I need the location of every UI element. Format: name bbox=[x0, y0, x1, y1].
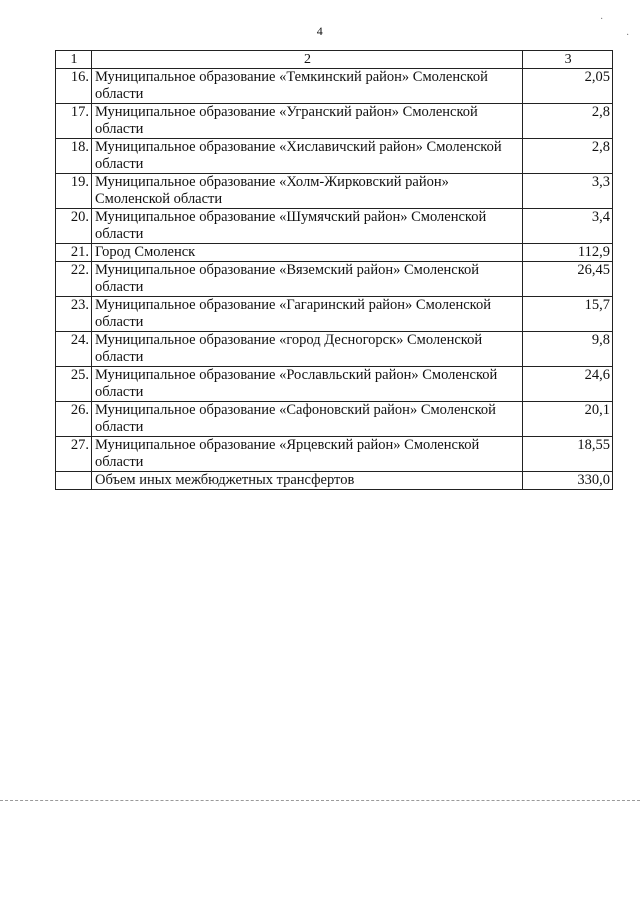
row-number: 19. bbox=[56, 174, 92, 209]
row-number: 21. bbox=[56, 244, 92, 262]
row-number: 22. bbox=[56, 262, 92, 297]
row-value: 20,1 bbox=[523, 402, 613, 437]
row-name: Муниципальное образование «Гагаринский район» Смоленской области bbox=[91, 297, 522, 332]
row-name: Муниципальное образование «Угранский район» Смоленской области bbox=[91, 104, 522, 139]
row-number: 26. bbox=[56, 402, 92, 437]
table-row bbox=[56, 244, 613, 262]
row-value: 2,8 bbox=[523, 104, 613, 139]
page-number: 4 bbox=[316, 24, 324, 38]
table-row bbox=[56, 262, 613, 297]
row-value: 15,7 bbox=[523, 297, 613, 332]
total-label: Объем иных межбюджетных трансфертов bbox=[91, 472, 522, 490]
row-value: 26,45 bbox=[523, 262, 613, 297]
table-row bbox=[56, 139, 613, 174]
row-number: 18. bbox=[56, 139, 92, 174]
row-number: 16. bbox=[56, 69, 92, 104]
row-value: 18,55 bbox=[523, 437, 613, 472]
total-value: 330,0 bbox=[523, 472, 613, 490]
row-name: Муниципальное образование «Хиславичский район» Смоленской области bbox=[91, 139, 522, 174]
row-name: Муниципальное образование «Вяземский район» Смоленской области bbox=[91, 262, 522, 297]
row-name: Муниципальное образование «Ярцевский район» Смоленской области bbox=[91, 437, 522, 472]
row-name: Муниципальное образование «город Десногорск» Смоленской области bbox=[91, 332, 522, 367]
scan-speck: · bbox=[600, 14, 604, 25]
row-name: Муниципальное образование «Темкинский район» Смоленской области bbox=[91, 69, 522, 104]
row-value: 2,8 bbox=[523, 139, 613, 174]
row-value: 3,3 bbox=[523, 174, 613, 209]
table-row bbox=[56, 174, 613, 209]
scan-speck: · bbox=[626, 30, 630, 41]
row-name: Муниципальное образование «Рославльский район» Смоленской области bbox=[91, 367, 522, 402]
row-number: 23. bbox=[56, 297, 92, 332]
row-number: 24. bbox=[56, 332, 92, 367]
row-value: 2,05 bbox=[523, 69, 613, 104]
column-header-name: 2 bbox=[91, 51, 522, 69]
row-value: 9,8 bbox=[523, 332, 613, 367]
table-row bbox=[56, 297, 613, 332]
row-value: 112,9 bbox=[523, 244, 613, 262]
header-row bbox=[56, 51, 613, 69]
row-name: Город Смоленск bbox=[91, 244, 522, 262]
column-header-value: 3 bbox=[523, 51, 613, 69]
row-number: 27. bbox=[56, 437, 92, 472]
table-row bbox=[56, 332, 613, 367]
row-number: 20. bbox=[56, 209, 92, 244]
total-number bbox=[56, 472, 92, 490]
table-row bbox=[56, 209, 613, 244]
transfers-table bbox=[55, 50, 613, 490]
column-header-number: 1 bbox=[56, 51, 92, 69]
table-row bbox=[56, 69, 613, 104]
row-name: Муниципальное образование «Шумячский район» Смоленской области bbox=[91, 209, 522, 244]
row-value: 3,4 bbox=[523, 209, 613, 244]
table-row bbox=[56, 402, 613, 437]
total-row bbox=[56, 472, 613, 490]
row-value: 24,6 bbox=[523, 367, 613, 402]
row-name: Муниципальное образование «Сафоновский район» Смоленской области bbox=[91, 402, 522, 437]
row-name: Муниципальное образование «Холм-Жирковский район» Смоленской области bbox=[91, 174, 522, 209]
scan-dashed-line bbox=[0, 800, 640, 801]
table-row bbox=[56, 104, 613, 139]
row-number: 17. bbox=[56, 104, 92, 139]
table-row bbox=[56, 367, 613, 402]
row-number: 25. bbox=[56, 367, 92, 402]
table-row bbox=[56, 437, 613, 472]
